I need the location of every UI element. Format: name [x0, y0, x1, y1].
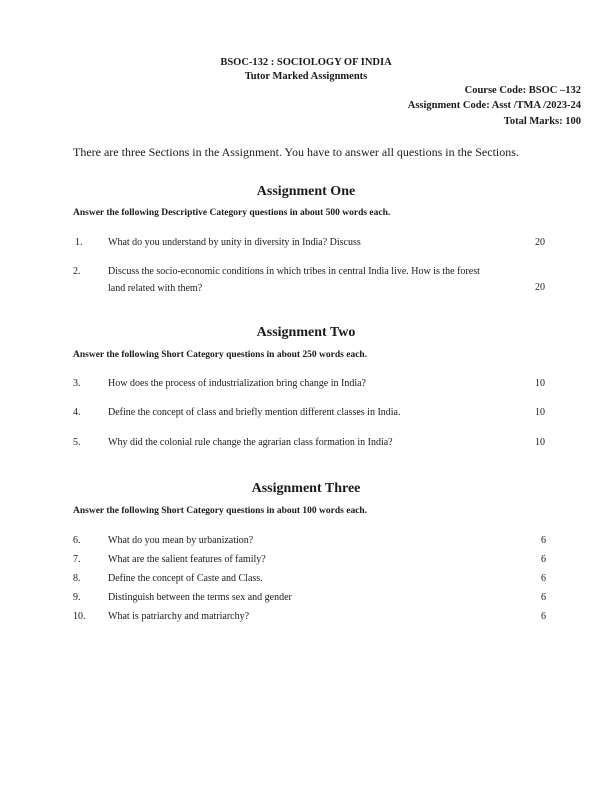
question-text: Define the concept of class and briefly mention different classes in India.: [108, 407, 401, 418]
section-instruction: Answer the following Short Category questions in about 250 words each.: [73, 350, 368, 360]
question-marks: 6: [541, 573, 546, 584]
question-number: 8.: [73, 573, 81, 584]
intro-text: There are three Sections in the Assignment. You have to answer all questions in the Sections.: [73, 145, 519, 159]
question-number: 6.: [73, 535, 81, 546]
question-marks: 20: [535, 237, 545, 248]
course-code: Course Code: BSOC –132: [464, 85, 581, 96]
question-number: 3.: [73, 378, 81, 389]
question-marks: 10: [535, 407, 545, 418]
question-marks: 6: [541, 554, 546, 565]
question-number: 7.: [73, 554, 81, 565]
question-number: 4.: [73, 407, 81, 418]
question-marks: 10: [535, 378, 545, 389]
section-instruction: Answer the following Short Category questions in about 100 words each.: [73, 506, 368, 516]
question-text: Discuss the socio-economic conditions in which tribes in central India live. How is the forest land related with them?: [108, 266, 480, 294]
question-number: 10.: [73, 611, 86, 622]
question-marks: 20: [535, 282, 545, 293]
question-number: 5.: [73, 437, 81, 448]
question-marks: 6: [541, 535, 546, 546]
question-marks: 10: [535, 437, 545, 448]
question-text: What are the salient features of family?: [108, 554, 266, 565]
course-title: BSOC-132 : SOCIOLOGY OF INDIA: [220, 57, 392, 68]
question-text: How does the process of industrialization bring change in India?: [108, 378, 366, 389]
assignment-code: Assignment Code: Asst /TMA /2023-24: [407, 100, 581, 111]
question-marks: 6: [541, 611, 546, 622]
section-instruction: Answer the following Descriptive Category questions in about 500 words each.: [73, 208, 391, 218]
question-text: Why did the colonial rule change the agrarian class formation in India?: [108, 437, 393, 448]
question-number: 1.: [75, 237, 83, 248]
question-number: 2.: [73, 266, 81, 277]
section-heading: Assignment Three: [251, 481, 361, 496]
document-subtitle: Tutor Marked Assignments: [244, 71, 368, 82]
section-heading: Assignment One: [256, 184, 356, 199]
question-text: What is patriarchy and matriarchy?: [108, 611, 250, 622]
question-text: What do you mean by urbanization?: [108, 535, 254, 546]
question-marks: 6: [541, 592, 546, 603]
total-marks: Total Marks: 100: [503, 116, 581, 127]
question-text: Distinguish between the terms sex and gender: [108, 592, 292, 603]
question-text: Define the concept of Caste and Class.: [108, 573, 263, 584]
question-number: 9.: [73, 592, 81, 603]
section-heading: Assignment Two: [256, 325, 356, 340]
question-text: What do you understand by unity in diversity in India? Discuss: [108, 237, 361, 248]
